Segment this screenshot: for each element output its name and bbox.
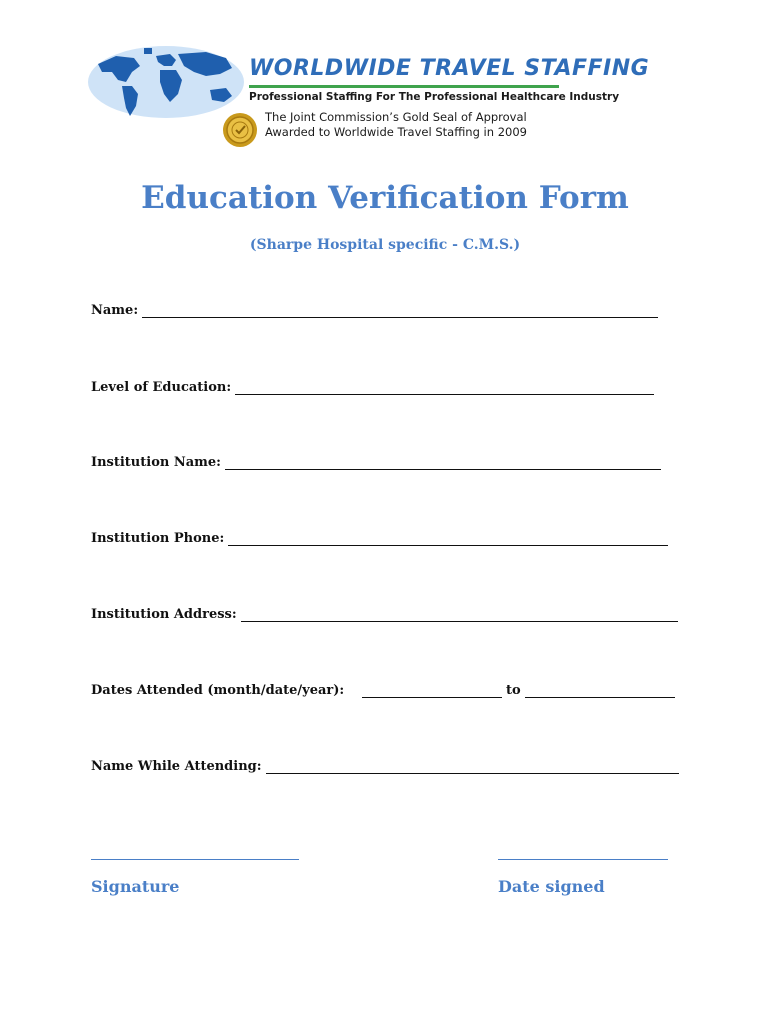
- brand-name: WORLDWIDE TRAVEL STAFFING: [249, 56, 650, 81]
- seal-line-2: Awarded to Worldwide Travel Staffing in 2009: [265, 125, 527, 139]
- page-title: Education Verification Form: [141, 180, 629, 216]
- seal-line-1: The Joint Commission’s Gold Seal of Approval: [265, 110, 527, 124]
- date-signed-line[interactable]: [498, 859, 668, 860]
- signature-line[interactable]: [91, 859, 299, 860]
- institution-address-field: [91, 607, 678, 622]
- date-signed-label: Date signed: [498, 877, 605, 896]
- name-field: [91, 303, 658, 318]
- level-of-education-input-line[interactable]: [235, 380, 654, 395]
- dates-from-input-line[interactable]: [362, 683, 502, 698]
- dates-to-input-line[interactable]: [525, 683, 675, 698]
- institution-name-field: [91, 455, 661, 470]
- institution-name-input-line[interactable]: [225, 455, 661, 470]
- name-while-attending-input-line[interactable]: [266, 759, 679, 774]
- institution-phone-field: [91, 531, 668, 546]
- institution-address-input-line[interactable]: [241, 607, 678, 622]
- gold-seal-icon: [222, 112, 258, 148]
- world-map-logo-icon: [86, 42, 246, 120]
- signature-label: Signature: [91, 877, 180, 896]
- name-while-attending-label: Name While Attending:: [91, 759, 262, 774]
- dates-to-label: to: [506, 683, 521, 698]
- dates-attended-field: [91, 683, 675, 698]
- brand-tagline: Professional Staffing For The Professional Healthcare Industry: [249, 91, 620, 103]
- institution-phone-label: Institution Phone:: [91, 531, 225, 546]
- brand-underline: [249, 85, 559, 88]
- institution-phone-input-line[interactable]: [228, 531, 668, 546]
- dates-attended-label: Dates Attended (month/date/year):: [91, 683, 345, 698]
- seal-caption: [265, 110, 527, 140]
- institution-name-label: Institution Name:: [91, 455, 221, 470]
- institution-address-label: Institution Address:: [91, 607, 237, 622]
- name-while-attending-field: [91, 759, 679, 774]
- name-label: Name:: [91, 303, 139, 318]
- page-subtitle: (Sharpe Hospital specific - C.M.S.): [249, 237, 521, 253]
- level-of-education-label: Level of Education:: [91, 380, 232, 395]
- name-input-line[interactable]: [142, 303, 658, 318]
- level-of-education-field: [91, 380, 654, 395]
